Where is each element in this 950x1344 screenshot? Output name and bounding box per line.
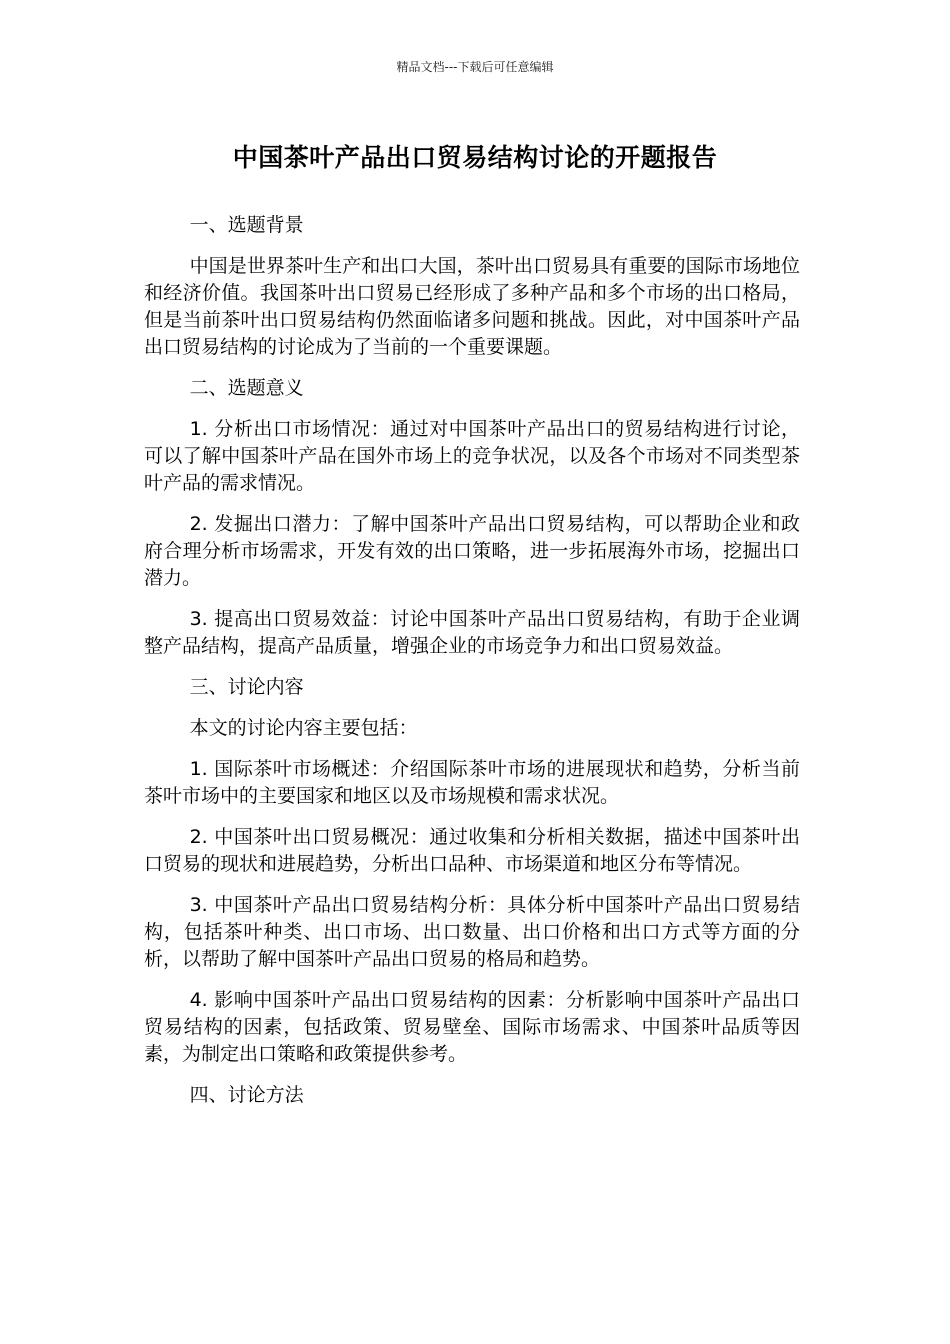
section-heading-method: 四、讨论方法	[189, 1084, 304, 1106]
paragraph-significance-1: 1. 分析出口市场情况：通过对中国茶叶产品出口的贸易结构进行讨论，可以了解中国茶叶产品在国外市场上的竞争状况，以及各个市场对不同类型茶叶产品的需求情况。	[144, 418, 800, 494]
paragraph-background: 中国是世界茶叶生产和出口大国，茶叶出口贸易具有重要的国际市场地位和经济价值。我国茶叶出口贸易已经形成了多种产品和多个市场的出口格局，但是当前茶叶出口贸易结构仍然面临诸多问题和挑战。因此，对中国茶叶产品出口贸易结构的讨论成为了当前的一个重要课题。	[144, 255, 800, 358]
section-heading-significance: 二、选题意义	[189, 377, 304, 399]
section-heading-content: 三、讨论内容	[189, 676, 304, 698]
header-note: 精品文档---下载后可任意编辑	[396, 60, 554, 74]
paragraph-content-2: 2. 中国茶叶出口贸易概况：通过收集和分析相关数据，描述中国茶叶出口贸易的现状和进展趋势，分析出口品种、市场渠道和地区分布等情况。	[144, 826, 800, 875]
document-body	[144, 212, 800, 1123]
paragraph-content-3: 3. 中国茶叶产品出口贸易结构分析：具体分析中国茶叶产品出口贸易结构，包括茶叶种类、出口市场、出口数量、出口价格和出口方式等方面的分析，以帮助了解中国茶叶产品出口贸易的格局和趋势。	[144, 894, 800, 970]
paragraph-content-intro: 本文的讨论内容主要包括：	[189, 717, 418, 739]
paragraph-content-1: 1. 国际茶叶市场概述：介绍国际茶叶市场的进展现状和趋势，分析当前茶叶市场中的主要国家和地区以及市场规模和需求状况。	[144, 758, 800, 807]
paragraph-significance-3: 3. 提高出口贸易效益：讨论中国茶叶产品出口贸易结构，有助于企业调整产品结构，提高产品质量，增强企业的市场竞争力和出口贸易效益。	[144, 608, 800, 657]
section-heading-background: 一、选题背景	[189, 214, 304, 236]
paragraph-significance-2: 2. 发掘出口潜力：了解中国茶叶产品出口贸易结构，可以帮助企业和政府合理分析市场需求，开发有效的出口策略，进一步拓展海外市场，挖掘出口潜力。	[144, 513, 800, 589]
paragraph-content-4: 4. 影响中国茶叶产品出口贸易结构的因素：分析影响中国茶叶产品出口贸易结构的因素，包括政策、贸易壁垒、国际市场需求、中国茶叶品质等因素，为制定出口策略和政策提供参考。	[144, 989, 800, 1065]
document-title: 中国茶叶产品出口贸易结构讨论的开题报告	[232, 143, 718, 172]
